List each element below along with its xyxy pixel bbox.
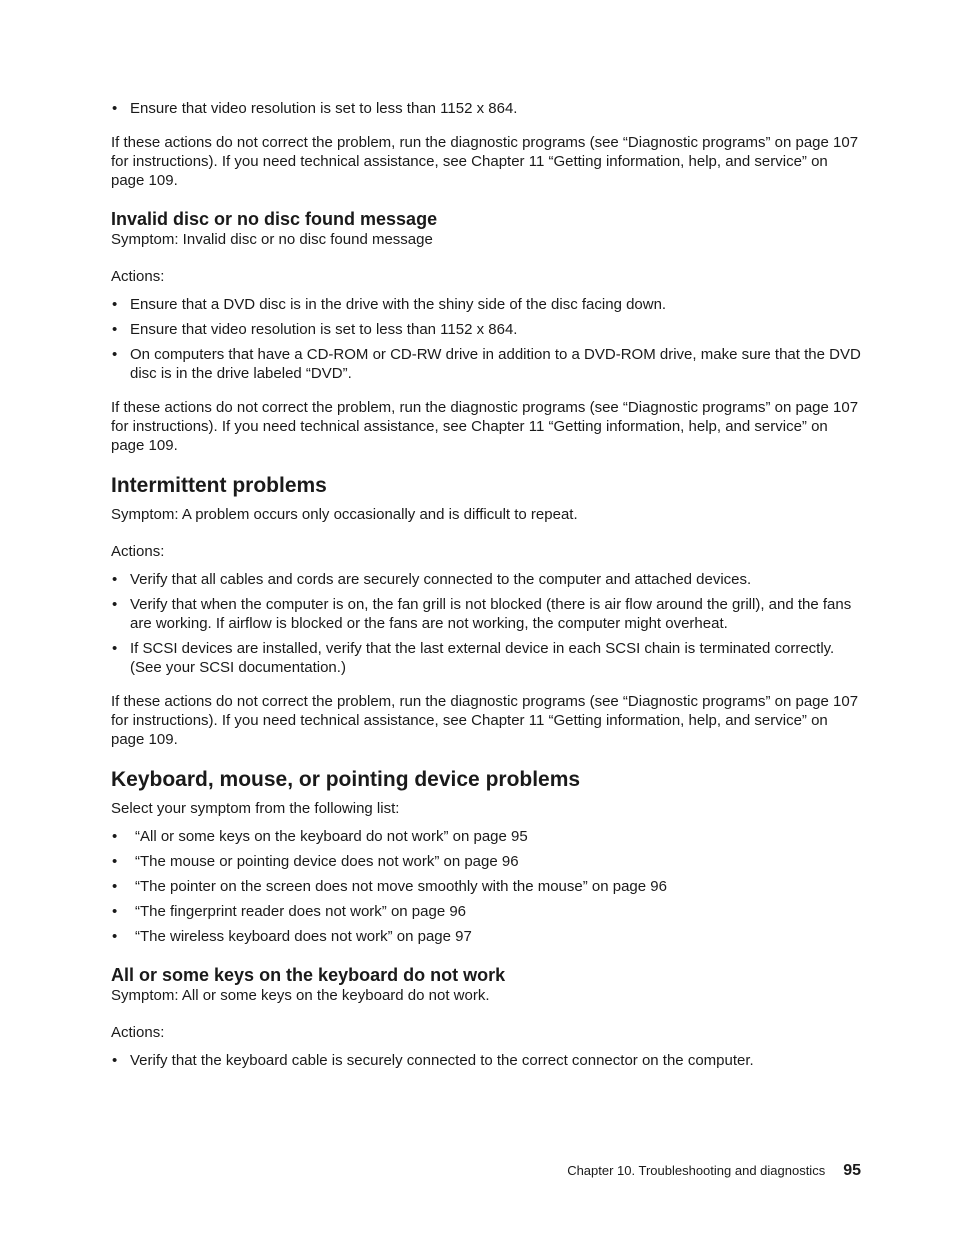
- actions-list: [111, 1051, 863, 1070]
- symptom-link[interactable]: “The fingerprint reader does not work” on page 96: [135, 903, 467, 920]
- footer-chapter: Chapter 10. Troubleshooting and diagnostics: [567, 1163, 826, 1178]
- followup-paragraph: If these actions do not correct the problem, run the diagnostic programs (see “Diagnostic programs” on page 107 for instructions). If you need technical assistance, see Chapter 11 “Getting information, help, and service” on page 109.: [111, 399, 859, 454]
- list-item: • If SCSI devices are installed, verify that the last external device in each SCSI chain is terminated correctly. (See your SCSI documentation.): [112, 640, 835, 676]
- followup-paragraph: If these actions do not correct the problem, run the diagnostic programs (see “Diagnostic programs” on page 107 for instructions). If you need technical assistance, see Chapter 11 “Getting information, help, and service” on page 109.: [111, 693, 859, 748]
- list-item: • Ensure that video resolution is set to less than 1152 x 864.: [112, 321, 518, 338]
- list-item: • Ensure that video resolution is set to less than 1152 x 864.: [112, 100, 518, 117]
- symptom-text: Symptom: Invalid disc or no disc found message: [111, 231, 433, 248]
- symptom-link[interactable]: “The mouse or pointing device does not work” on page 96: [135, 853, 519, 870]
- list-item: • On computers that have a CD-ROM or CD-RW drive in addition to a DVD-ROM drive, make sure that the DVD disc is in the drive labeled “DVD”.: [112, 346, 861, 382]
- page-number: 95: [843, 1162, 861, 1179]
- list-item: • “The pointer on the screen does not move smoothly with the mouse” on page 96: [112, 878, 667, 895]
- actions-label: Actions:: [111, 1024, 165, 1041]
- section-heading-invalid-disc: Invalid disc or no disc found message: [111, 209, 438, 229]
- list-item-text: On computers that have a CD-ROM or CD-RW drive in addition to a DVD-ROM drive, make sure that the DVD disc is in the drive labeled “DVD”.: [130, 346, 861, 382]
- list-item: • Verify that when the computer is on, the fan grill is not blocked (there is air flow around the grill), and the fans are working. If airflow is blocked or the fans are not working, the computer might overheat.: [112, 596, 852, 632]
- list-item-text: Verify that when the computer is on, the fan grill is not blocked (there is air flow around the grill), and the fans are working. If airflow is blocked or the fans are not working, the computer might overheat.: [130, 596, 852, 632]
- list-item-text: Ensure that a DVD disc is in the drive with the shiny side of the disc facing down.: [130, 296, 667, 313]
- list-item-text: Ensure that video resolution is set to less than 1152 x 864.: [130, 321, 518, 338]
- list-item: • Verify that the keyboard cable is securely connected to the correct connector on the computer.: [112, 1052, 754, 1069]
- section-heading-keys: All or some keys on the keyboard do not work: [111, 965, 506, 985]
- symptom-link-list: [111, 827, 863, 946]
- symptom-link[interactable]: “The pointer on the screen does not move smoothly with the mouse” on page 96: [135, 878, 667, 895]
- symptom-text: Symptom: All or some keys on the keyboard do not work.: [111, 987, 490, 1004]
- section-heading-intermittent: Intermittent problems: [111, 474, 327, 497]
- page-body: [111, 99, 863, 1076]
- list-item: • Verify that all cables and cords are securely connected to the computer and attached devices.: [112, 571, 752, 588]
- actions-label: Actions:: [111, 543, 165, 560]
- list-item-text: Ensure that video resolution is set to less than 1152 x 864.: [130, 100, 518, 117]
- list-item: • “The fingerprint reader does not work” on page 96: [112, 903, 467, 920]
- intro-text: Select your symptom from the following list:: [111, 800, 400, 817]
- symptom-link[interactable]: “The wireless keyboard does not work” on page 97: [135, 928, 472, 945]
- symptom-text: Symptom: A problem occurs only occasionally and is difficult to repeat.: [111, 506, 578, 523]
- list-item: • “The mouse or pointing device does not work” on page 96: [112, 853, 519, 870]
- list-item-text: Verify that the keyboard cable is securely connected to the correct connector on the computer.: [130, 1052, 754, 1069]
- list-item-text: Verify that all cables and cords are securely connected to the computer and attached devices.: [130, 571, 752, 588]
- symptom-link[interactable]: “All or some keys on the keyboard do not work” on page 95: [135, 828, 528, 845]
- list-item-text: If SCSI devices are installed, verify that the last external device in each SCSI chain is terminated correctly. (See your SCSI documentation.): [130, 640, 835, 676]
- list-item: • “All or some keys on the keyboard do not work” on page 95: [112, 828, 528, 845]
- actions-list: [111, 570, 863, 677]
- followup-paragraph: If these actions do not correct the problem, run the diagnostic programs (see “Diagnostic programs” on page 107 for instructions). If you need technical assistance, see Chapter 11 “Getting information, help, and service” on page 109.: [111, 134, 859, 189]
- actions-list: [111, 295, 863, 383]
- section-heading-keyboard: Keyboard, mouse, or pointing device problems: [111, 768, 581, 791]
- top-bullet-list: [111, 99, 863, 118]
- page-footer: [567, 1162, 861, 1180]
- list-item: • Ensure that a DVD disc is in the drive with the shiny side of the disc facing down.: [112, 296, 667, 313]
- list-item: • “The wireless keyboard does not work” on page 97: [112, 928, 472, 945]
- actions-label: Actions:: [111, 268, 165, 285]
